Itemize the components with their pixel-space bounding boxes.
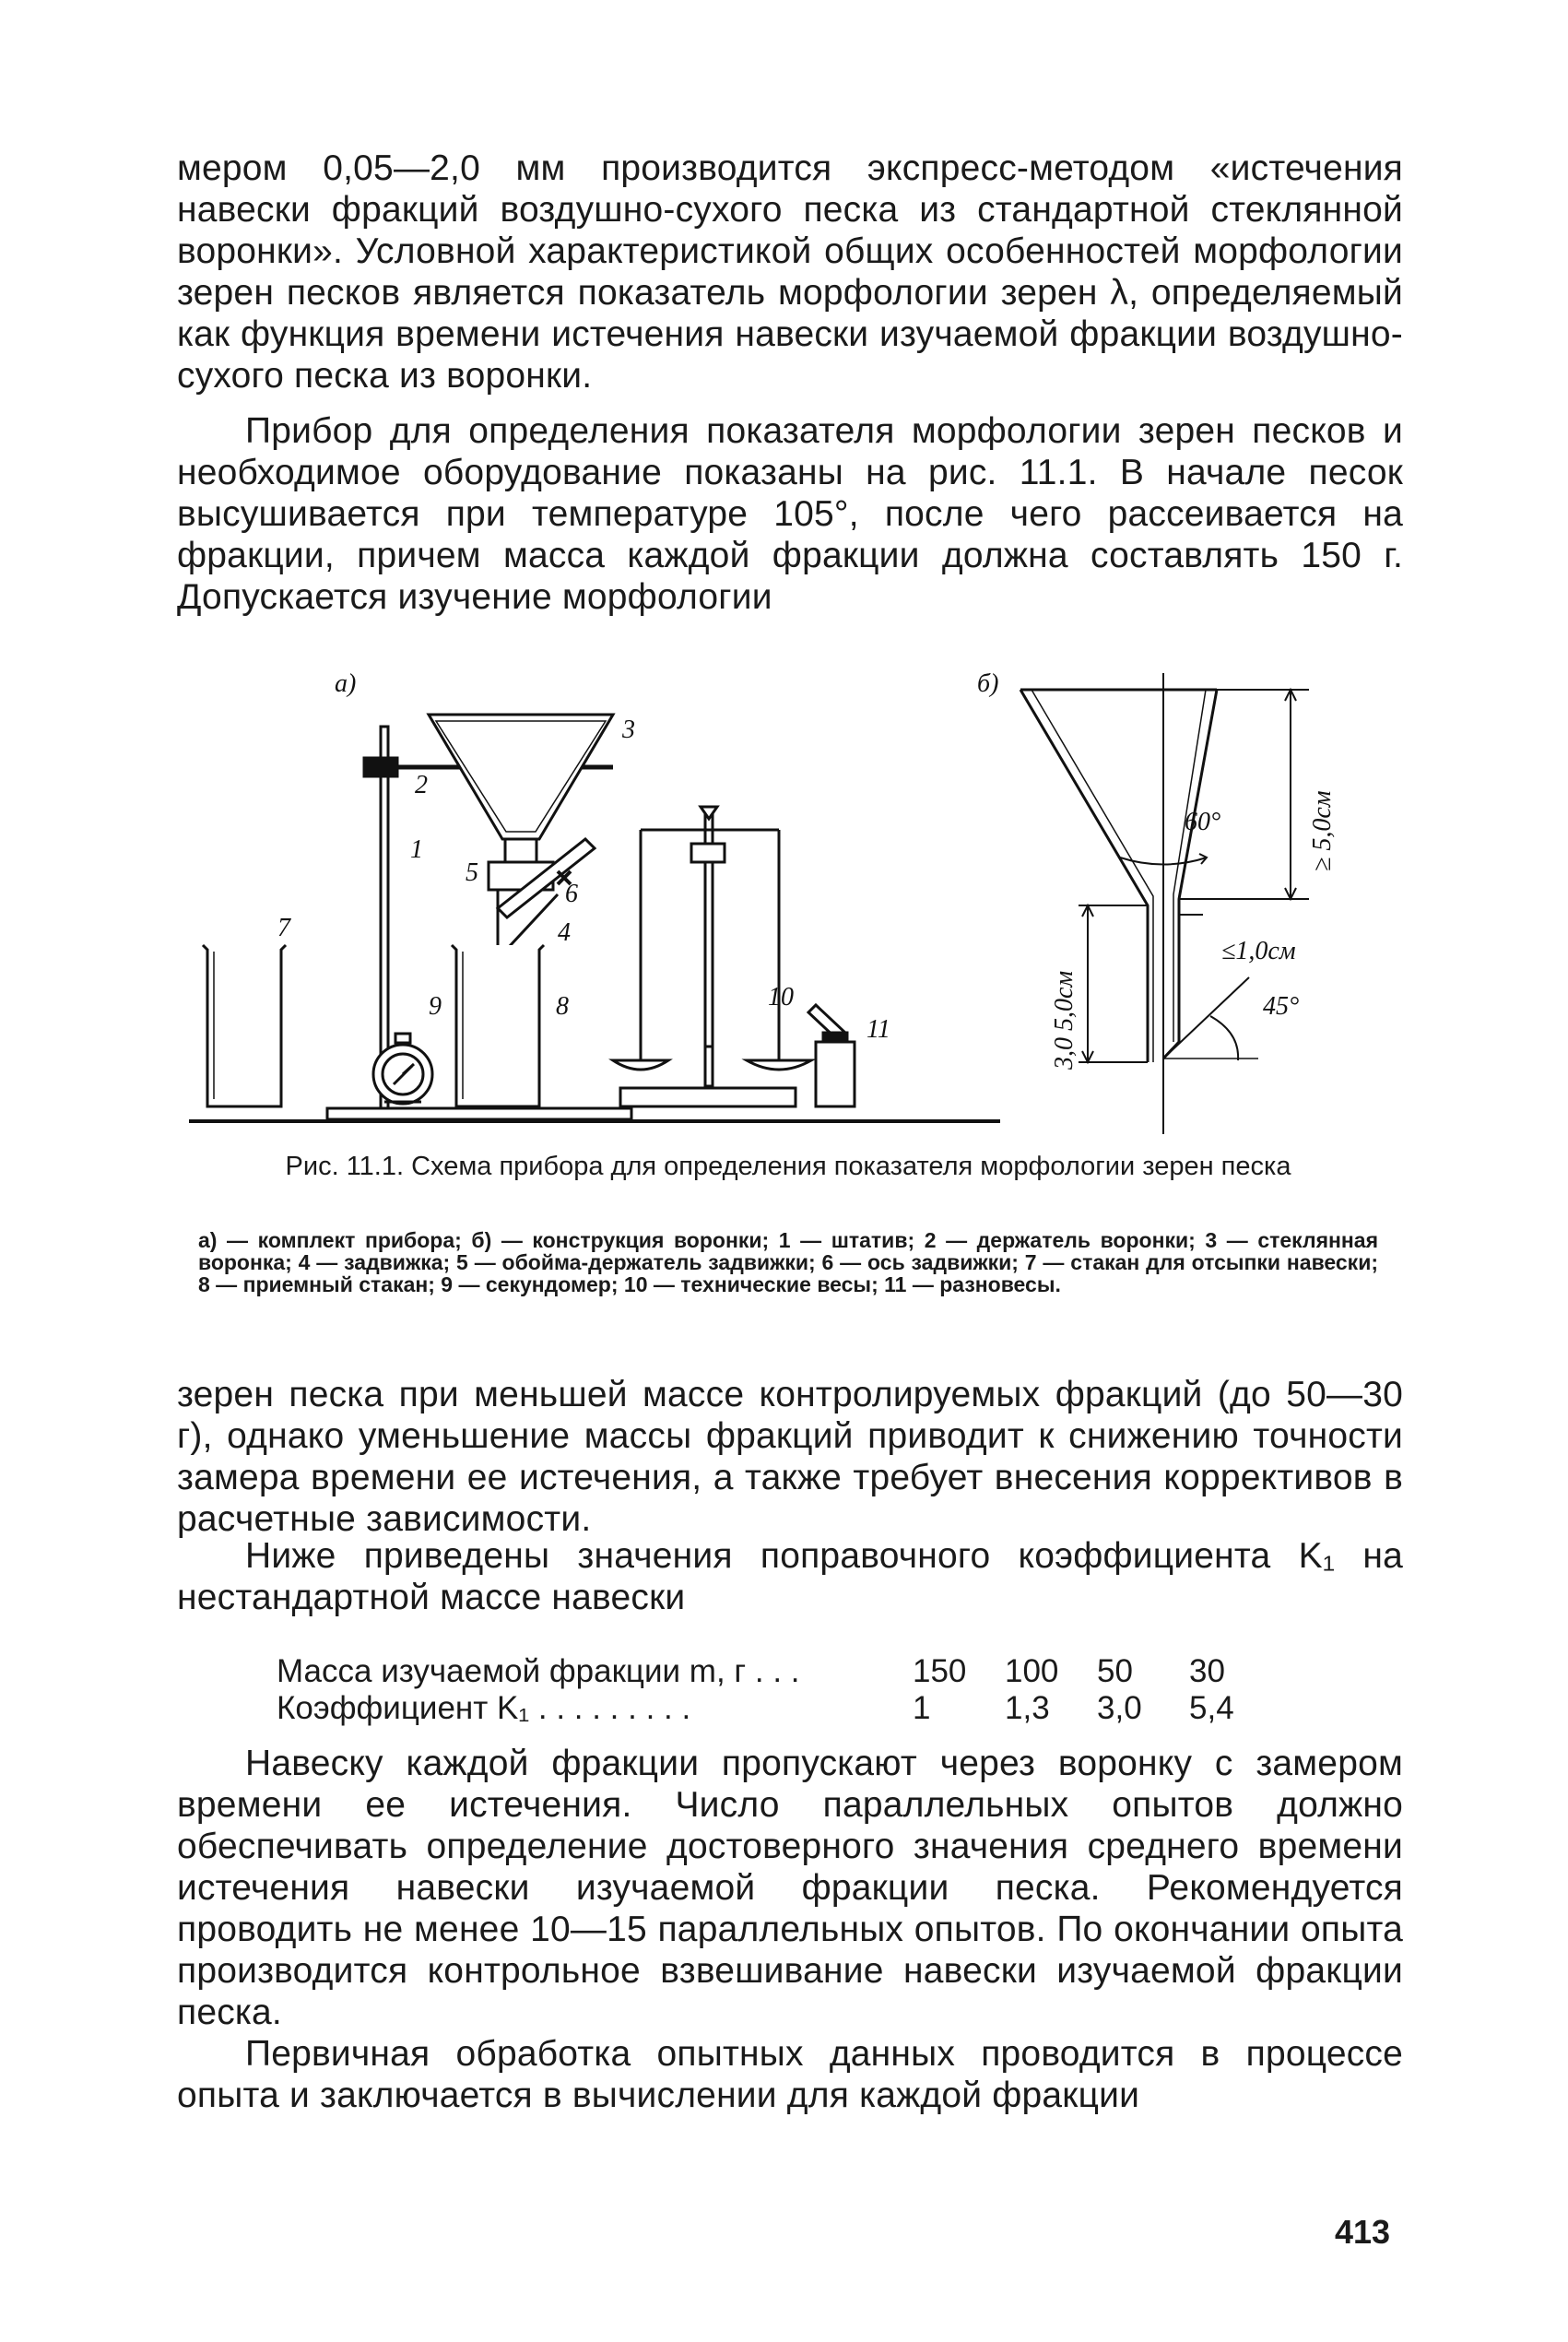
page-number: 413 (1335, 2213, 1391, 2251)
label-height-dim: ≥ 5,0см (1308, 790, 1337, 871)
cell-value: 5,4 (1189, 1690, 1234, 1726)
scale-pan-right (747, 1060, 811, 1070)
row-label: Масса изучаемой фракции m, г . . . (277, 1653, 800, 1689)
label-b: б) (977, 673, 999, 698)
label-6: 6 (565, 880, 578, 908)
funnel-b-left-wall (1020, 690, 1148, 1062)
table-row (277, 1653, 1281, 1690)
paragraph-3: зерен песка при меньшей массе контролируемых фракций (до 50—30 г), однако уменьшение массы фракций приводит к снижению точности замера времени ее истечения, а также требует внесения коррективов в расчетные зависимости. (177, 1375, 1403, 1539)
funnel-b-right-wall (1163, 690, 1217, 1059)
cell-value: 1,3 (1005, 1690, 1050, 1726)
label-9: 9 (429, 992, 442, 1021)
paragraph-4: Ниже приведены значения поправочного коэффициента K₁ на нестандартной массе навески (177, 1536, 1403, 1617)
scale-pan-left (613, 1060, 668, 1070)
figure-caption: Рис. 11.1. Схема прибора для определения показателя морфологии зерен песка (285, 1152, 1291, 1181)
label-tube-dim: 3,0 5,0см (1050, 970, 1079, 1070)
weights-box (816, 1042, 855, 1106)
label-diameter: ≤1,0см (1221, 937, 1296, 965)
label-11: 11 (867, 1015, 890, 1044)
label-a: а) (335, 673, 357, 698)
label-60deg: 60° (1185, 808, 1221, 836)
coefficient-table (277, 1653, 1281, 1727)
row-label: Коэффициент K₁ . . . . . . . . . (277, 1690, 691, 1726)
label-1: 1 (410, 835, 423, 864)
paragraph-5: Навеску каждой фракции пропускают через воронку с замером времени ее истечения. Число параллельных опытов должно обеспечивать определение достоверного значения среднего времени истечения навески изучаемой фракции песка. Рекомендуется проводить не менее 10—15 параллельных опытов. По окончании опыта производится контрольное взвешивание навески изучаемой фракции песка. (177, 1744, 1403, 2032)
label-8: 8 (556, 992, 569, 1021)
label-10: 10 (768, 983, 794, 1011)
paragraph-1: мером 0,05—2,0 мм производится экспресс-методом «истечения навески фракций воздушно-сухого песка из стандартной стеклянной воронки». Условной характеристикой общих особенностей морфологии зерен песков является показатель морфологии зерен λ, определяемый как функция времени истечения навески изучаемой фракции воздушно-сухого песка из воронки. (177, 148, 1403, 396)
label-5: 5 (466, 858, 478, 887)
table-row (277, 1690, 1281, 1727)
cell-value: 1 (913, 1690, 931, 1726)
beaker-8 (452, 945, 544, 1106)
label-3: 3 (622, 716, 635, 744)
stand-base (327, 1108, 631, 1119)
cell-value: 150 (913, 1653, 967, 1689)
cell-value: 100 (1005, 1653, 1059, 1689)
figure-legend: а) — комплект прибора; б) — конструкция воронки; 1 — штатив; 2 — держатель воронки; 3 — стеклянная воронка; 4 — задвижка; 5 — обойма-держатель задвижки; 6 — ось задвижки; 7 — стакан для отсыпки навески; 8 — приемный стакан; 9 — секундомер; 10 — технические весы; 11 — разновесы. (198, 1228, 1378, 1296)
apparatus-diagram (189, 673, 1406, 1134)
cell-value: 50 (1097, 1653, 1133, 1689)
paragraph-2: Прибор для определения показателя морфологии зерен песков и необходимое оборудование показаны на рис. 11.1. В начале песок высушивается при температуре 105°, после чего рассеивается на фракции, причем масса каждой фракции должна составлять 150 г. Допускается изучение морфологии (177, 411, 1403, 617)
figure-11-1 (189, 673, 1406, 1134)
label-4: 4 (558, 918, 571, 947)
scale-base (620, 1088, 796, 1106)
cell-value: 3,0 (1097, 1690, 1142, 1726)
label-7: 7 (277, 914, 290, 942)
cell-value: 30 (1189, 1653, 1225, 1689)
label-2: 2 (415, 771, 428, 799)
glass-funnel (429, 715, 613, 839)
beaker-7 (203, 945, 286, 1106)
paragraph-6: Первичная обработка опытных данных проводится в процессе опыта и заключается в вычислении для каждой фракции (177, 2034, 1403, 2115)
label-45deg: 45° (1263, 992, 1300, 1021)
